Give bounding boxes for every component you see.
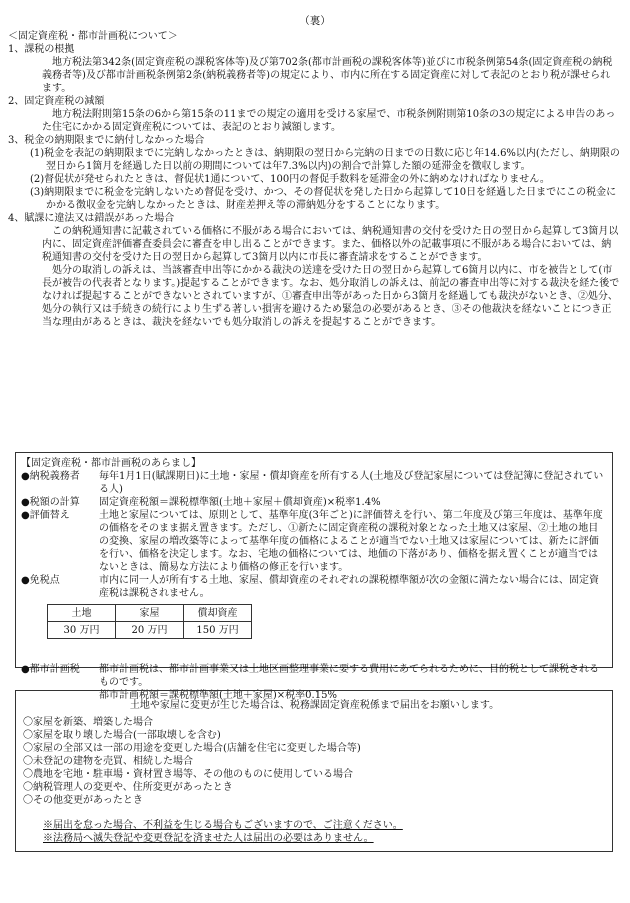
table-row (48, 622, 252, 639)
late-payment-item: (1)税金を表記の納期限までに完納しなかったときは、納期限の翌日から完納の日までの日数に応じ年14.6%以内(ただし、納期限の翌日から1箇月を経過した日以前の期間については年7.3%以内)の割合で計算した額の延滞金を徴収します。 (30, 148, 620, 172)
calculation-label: ●税額の計算 (21, 497, 80, 508)
taxpayer-label: ●納税義務者 (21, 471, 80, 482)
tax-summary-box (15, 452, 613, 701)
change-notice-box (15, 690, 613, 852)
page-side-mark: （裏） (299, 15, 331, 27)
notice-registration-note: ※法務局へ滅失登記や変更登記を済ませた人は届出の必要はありません。 (43, 833, 374, 844)
list-item: 〇農地を宅地・駐車場・資材置き場等、その他のものに使用している場合 (23, 769, 353, 780)
revaluation-text: 土地と家屋については、原則として、基準年度(3年ごと)に評価替えを行い、第二年度及び第三年度は、基準年度の価格をそのまま据え置きます。ただし、①新たに固定資産税の課税対象となった土地又は家屋、②土地の地目の変換、家屋の増改築等によって基準年度の価格によることが適当でない土地又は家屋については、新たに評価を行い、価格を決定します。なお、宅地の価格については、地価の下落があり、価格を据え置くことが適当ではないときは、簡易な方法により価格の修正を行います。 (99, 510, 603, 573)
taxation-basis-text: 地方税法第342条(固定資産税の課税客体等)及び第702条(都市計画税の課税客体等)並びに市税条例第54条(固定資産税の納税義務者等)及び都市計画税条例第2条(納税義務者等)の規定により、市内に所在する固定資産に対して表記のとおり税が課せられます。 (42, 57, 613, 94)
exemption-text: 市内に同一人が所有する土地、家屋、償却資産のそれぞれの課税標準額が次の金額に満たない場合には、固定資産税は課税されません。 (99, 575, 599, 599)
appeal-text-1: この納税通知書に記載されている価格に不服がある場合においては、納税通知書の交付を受けた日の翌日から起算して3箇月以内に、固定資産評価審査委員会に審査を申し出ることができます。また、価格以外の記載事項に不服がある場合においては、納税通知書の交付を受けた日の翌日から起算して3箇月以内に市長に審査請求をすることができます。 (42, 226, 619, 263)
tax-reduction-text: 地方税法附則第15条の6から第15条の11までの規定の適用を受ける家屋で、市税条例附則第10条の3の規定による申告のあった住宅にかかる固定資産税については、表記のとおり減額します。 (42, 109, 616, 133)
table-header-cell: 家屋 (116, 605, 184, 622)
late-payment-title: 3、税金の納期限までに納付しなかった場合 (8, 135, 205, 146)
list-item: 〇未登記の建物を売買、相続した場合 (23, 756, 193, 767)
notice-warning: ※届出を怠った場合、不利益を生じる場合もございますので、ご注意ください。 (43, 820, 403, 831)
table-header-cell: 償却資産 (184, 605, 252, 622)
list-item: 〇家屋を新築、増築した場合 (23, 717, 153, 728)
revaluation-label: ●評価替え (21, 510, 70, 521)
exemption-row (21, 574, 606, 600)
table-cell: 150 万円 (184, 622, 252, 639)
taxation-basis-title: 1、課税の根拠 (8, 44, 75, 55)
list-item: 〇家屋の全部又は一部の用途を変更した場合(店舗を住宅に変更した場合等) (23, 743, 361, 754)
list-item: 〇家屋を取り壊した場合(一部取壊しを含む) (23, 730, 221, 741)
list-item: 〇その他変更があったとき (23, 795, 143, 806)
table-header-cell: 土地 (48, 605, 116, 622)
taxpayer-text: 毎年1月1日(賦課期日)に土地・家屋・償却資産を所有する人(土地及び登記家屋については登記簿に登記されている人) (99, 471, 604, 495)
taxpayer-row (21, 470, 606, 496)
notice-heading: 土地や家屋に変更が生じた場合は、税務課固定資産税係まで届出をお願いします。 (129, 700, 500, 711)
calculation-row (21, 496, 606, 509)
city-planning-text: 都市計画税は、都市計画事業又は土地区画整理事業に要する費用にあてられるために、目的税として課税されるものです。 (99, 664, 599, 688)
late-payment-item: (3)納期限までに税金を完納しないため督促を受け、かつ、その督促状を発した日から起算して10日を経過した日までにこの税金にかかる徴収金を完納しなかったときは、財産差押え等の滞納処分をすることになります。 (30, 187, 617, 211)
city-planning-label: ●都市計画税 (21, 664, 80, 675)
appeal-title: 4、賦課に違法又は錯誤があった場合 (8, 213, 175, 224)
tax-explanation-section (8, 30, 620, 329)
city-planning-formula: 都市計画税額＝課税標準額(土地＋家屋)×税率0.15% (99, 690, 337, 701)
table-cell: 30 万円 (48, 622, 116, 639)
table-cell: 20 万円 (116, 622, 184, 639)
summary-title: 【固定資産税・都市計画税のあらまし】 (21, 458, 201, 469)
late-payment-item: (2)督促状が発せられたときは、督促状1通について、100円の督促手数料を延滞金の外に納めなければなりません。 (30, 174, 550, 185)
exemption-threshold-table (47, 604, 252, 639)
table-header-row (48, 605, 252, 622)
list-item: 〇納税管理人の変更や、住所変更があったとき (23, 782, 233, 793)
exemption-label: ●免税点 (21, 575, 60, 586)
revaluation-row (21, 509, 606, 574)
appeal-text-2: 処分の取消しの訴えは、当該審査申出等にかかる裁決の送達を受けた日の翌日から起算して6箇月以内に、市を被告として(市長が被告の代表者となります。)提起することができます。なお、処分取消しの訴えは、前記の審査申出等に対する裁決を経た後でなければ提起することができないとされていますが、①審査申出等があった日から3箇月を経過しても裁決がないとき、②処分、処分の執行又は手続きの続行により生ずる著しい損害を避けるため緊急の必要があるとき、③その他裁決を経ないことにつき正当な理由があるときは、裁決を経ないでも処分取消しの訴えを提起することができます。 (42, 265, 620, 328)
tax-reduction-title: 2、固定資産税の減額 (8, 96, 105, 107)
section-heading: ＜固定資産税・都市計画税について＞ (8, 31, 178, 42)
calculation-text: 固定資産税額＝課税標準額(土地＋家屋＋償却資産)×税率1.4% (99, 497, 381, 508)
